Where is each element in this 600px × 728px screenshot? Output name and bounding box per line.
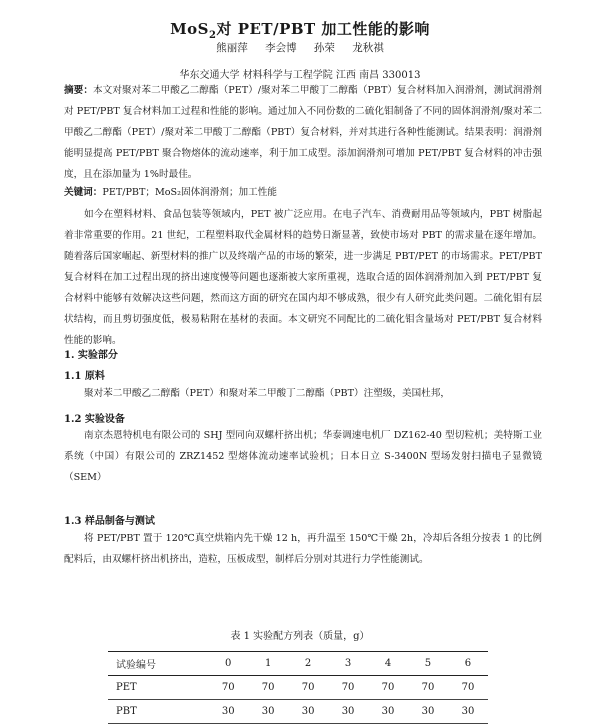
abstract [64,80,542,185]
table-cell: 30 [448,700,488,724]
table-cell: 30 [368,700,408,724]
table-header-cell: 5 [408,652,448,676]
abstract-label: 摘要： [64,85,93,96]
author: 孙荣 [313,42,335,54]
title-part: 对 PET/PBT 加工性能的影响 [216,20,430,38]
keywords-text: PET/PBT；MoS₂固体润滑剂；加工性能 [102,187,277,198]
section-heading: 1. 实验部分 [64,350,118,361]
table-cell: 70 [368,676,408,700]
table-row [108,700,488,724]
title-subscript: 2 [209,30,217,41]
preparation-paragraph: 将 PET/PBT 置于 120℃真空烘箱内先干燥 12 h，再升温至 150℃干燥 2h，冷却后各组分按表 1 的比例配料后，由双螺杆挤出机挤出，造粒，压板成型，制样后分别对其进行力学性能测试。 [64,533,542,565]
materials-paragraph: 聚对苯二甲酸乙二醇酯（PET）和聚对苯二甲酸丁二醇酯（PBT）注塑级，美国杜邦， [84,388,450,399]
author: 熊丽萍 [216,42,248,54]
table-row [108,676,488,700]
subsection-heading: 1.2 实验设备 [64,414,125,425]
table-header-cell: 3 [328,652,368,676]
formulation-table [108,651,488,724]
table-cell: 70 [288,676,328,700]
table-cell: 70 [328,676,368,700]
table-header-cell: 4 [368,652,408,676]
table-header-row [108,652,488,676]
table-cell: 70 [408,676,448,700]
table-cell: 70 [448,676,488,700]
table-cell: PET [108,676,208,700]
table-header-cell: 0 [208,652,248,676]
abstract-text: 本文对聚对苯二甲酸乙二醇酯（PET）/聚对苯二甲酸丁二醇酯（PBT）复合材料加入润滑剂，测试润滑剂对 PET/PBT 复合材料加工过程和性能的影响。通过加入不同份数的二硫化钼制备了不同的固体润滑剂/聚对苯二甲酸乙二醇酯（PET）/聚对苯二甲酸丁二醇酯（PBT）复合材料，并对其进行各种性能测试。结果表明：润滑剂能明显提高 PET/PBT 聚合物熔体的流动速率，利于加工成型。添加润滑剂可增加 PET/PBT 复合材料的冲击强度，且在添加量为 1%时最佳。 [64,85,543,180]
subsection-heading: 1.3 样品制备与测试 [64,516,155,527]
equipment-paragraph: 南京杰恩特机电有限公司的 SHJ 型同向双螺杆挤出机；华泰调速电机厂 DZ162-40 型切粒机；美特斯工业系统（中国）有限公司的 ZRZ1452 型熔体流动速率试验机；日本日立 S-3400N 型场发射扫描电子显微镜（SEM） [64,430,542,483]
subsection-heading: 1.1 原料 [64,371,105,382]
author-list [0,40,600,55]
introduction-paragraph: 如今在塑料材料、食品包装等领域内，PET 被广泛应用。在电子汽车、消费耐用品等领域内，PBT 树脂起着非常重要的作用。21 世纪，工程塑料取代金属材料的趋势日渐显著，致使市场对 PBT 的需求量在逐年增加。随着落后国家崛起、新型材料的推广以及终端产品的市场的繁荣，进一步满足 PBT/PET 的市场需求。PET/PBT 复合材料在加工过程出现的挤出速度慢等问题也逐渐被大家所重视，选取合适的固体润滑剂加入到 PET/PBT 复合材料中能够有效解决这些问题，然而这方面的研究在国内却不够成熟，很少有人研究此类问题。二硫化钼有层状结构，而且剪切强度低，极易粘附在基材的表面。本文研究不同配比的二硫化钼含量场对 PET/PBT 复合材料性能的影响。 [64,209,542,346]
table-cell: 30 [288,700,328,724]
table-cell: 30 [248,700,288,724]
paper-title [0,18,600,41]
keywords [64,182,542,203]
table-cell: 70 [248,676,288,700]
table-cell: 30 [408,700,448,724]
author: 李会博 [265,42,297,54]
table-cell: 70 [208,676,248,700]
affiliation: 华东交通大学 材料科学与工程学院 江西 南昌 330013 [179,70,421,81]
table-cell: 30 [328,700,368,724]
table-header-cell: 2 [288,652,328,676]
table-cell: 30 [208,700,248,724]
author: 龙秋祺 [352,42,384,54]
table-cell: PBT [108,700,208,724]
title-part: MoS [170,20,210,38]
table-header-cell: 试验编号 [108,652,208,676]
keywords-label: 关键词： [64,187,103,198]
table-header-cell: 6 [448,652,488,676]
table-header-cell: 1 [248,652,288,676]
table-caption: 表 1 实验配方列表（质量，g） [230,631,370,642]
